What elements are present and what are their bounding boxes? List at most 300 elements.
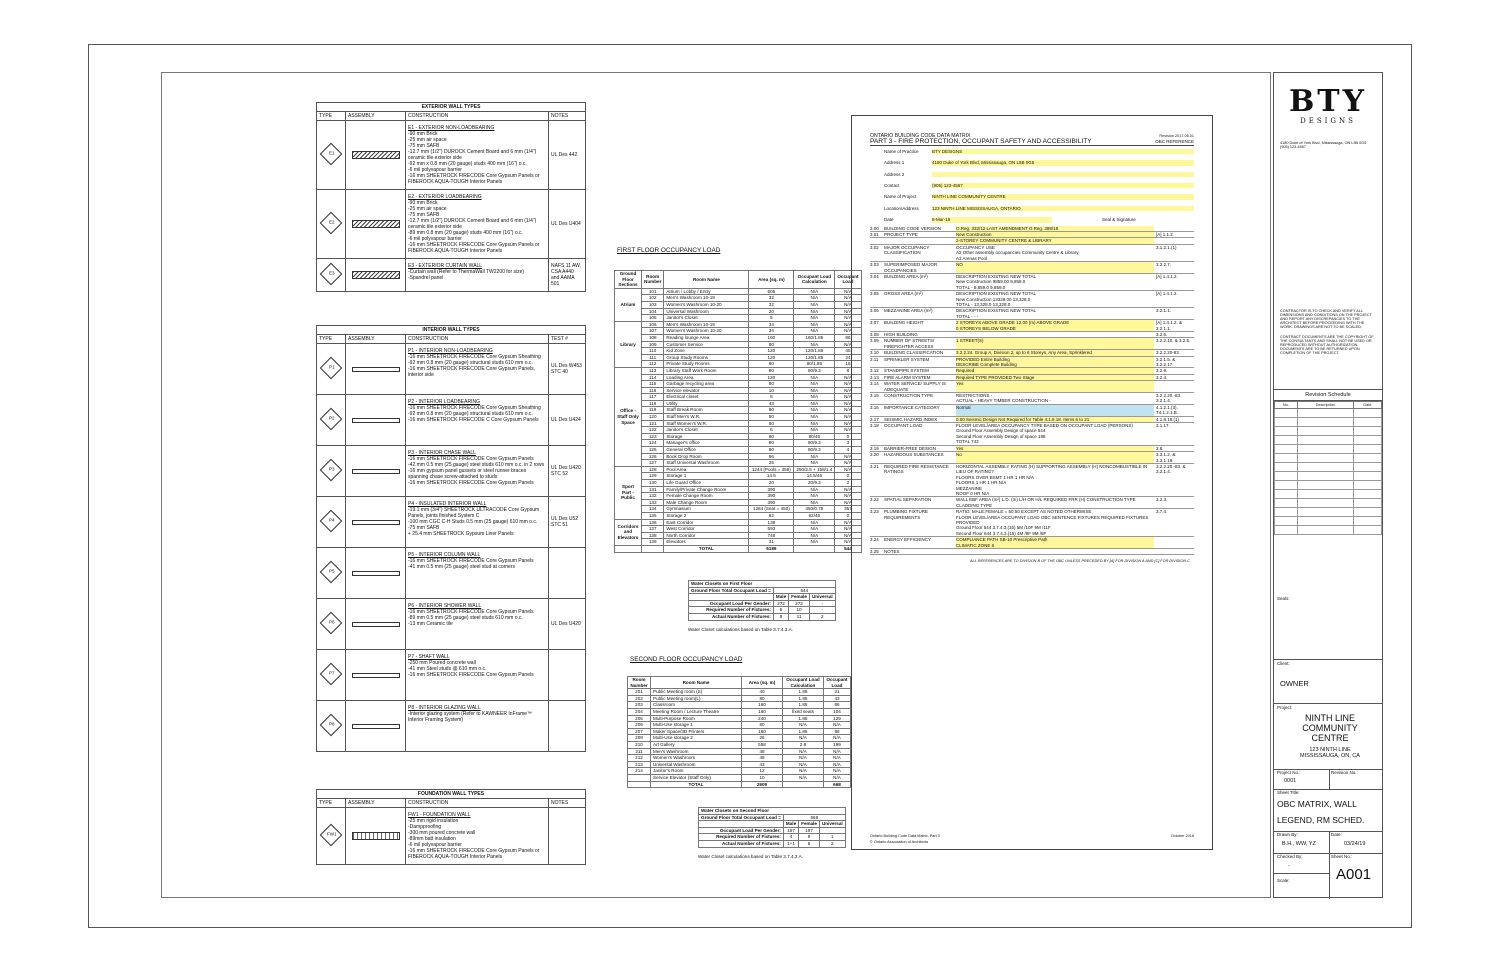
obc-row-value: PROVIDED Entire Building DESCRIBE Complete Building [956,357,1154,368]
wc-load: 668 [783,814,845,821]
room-cell: 0 [835,473,861,480]
room-cell: 106 [642,321,664,328]
room-cell: 80 [749,447,794,454]
room-cell: 202 [628,695,651,702]
room-cell: Atrium / Lobby / Entry [664,288,749,295]
sheet-no: A001 [1336,866,1372,883]
room-row [628,741,851,748]
obc-row-reference: 3.2.3. [1156,497,1168,503]
total-cell: 6189 [749,545,794,552]
obc-header-row [870,157,1194,168]
room-cell: N/A [835,460,861,467]
wc-value: 5 [773,607,788,614]
wc-load-label: Ground Floor Total Occupant Load = [689,587,774,594]
obc-row-number: 3.16 [870,404,879,410]
room-cell: N/A [794,315,835,322]
obc-rows [870,226,1194,556]
wc-col: Female [799,821,820,828]
room-cell: N/A [835,453,861,460]
obc-row-label: GROSS AREA (m²) [884,291,923,297]
room-cell: N/A [794,532,835,539]
room-cell: 1244 (Pools = 458) [749,466,794,473]
foundation-title: FOUNDATION WALL TYPES [317,790,586,799]
room-cell: N/A [794,400,835,407]
room-cell: 126 [642,453,664,460]
room-cell: 593 [749,526,794,533]
col-load: Occupant Load [824,677,851,689]
total-cell: 2909 [742,781,783,788]
room-cell: N/A [794,374,835,381]
wc-row-label: Actual Number of Fixtures: [699,840,784,847]
room-cell: 1.85 [783,689,824,696]
obc-row-value: DESCRIPTION EXISTING NEW TOTAL New Construction 9859.00 9,859.0 TOTAL - 9,859.0 9,859.0 [956,273,1037,290]
room-cell: 133 [642,499,664,506]
wc-value: 2 [809,613,835,620]
room-cell: Service elevator [664,387,749,394]
date-label: Date: [1331,832,1342,837]
wall-type-name: P2 - INTERIOR LOADBEARING [408,399,480,405]
obc-row [870,381,1194,393]
room-cell: N/A [835,400,861,407]
obc-row-label: HAZARDOUS SUBSTANCES [884,452,944,458]
obc-row-label: SEISMIC HAZARD INDEX [884,416,938,422]
revision-title: Revision Schedule [1274,389,1382,401]
obc-row [870,338,1194,350]
room-cell: N/A [835,519,861,526]
obc-seal-label: Seal & Signature [1102,217,1136,223]
room-row [615,506,862,513]
wall-type-description: -16 mm SHEETROCK FIRECODE Core Gypsum Sheathing -92 mm 0.8 mm (20 gauge) structural studs 610 mm o.c. -16 mm SHEETROCK FIRECODE C Core Gypsum Panels [408,405,541,423]
interior-wall-types [316,325,586,752]
room-cell: Men's Washroom 10-19 [664,295,749,302]
revision-row [1275,427,1382,436]
room-cell: N/A [794,321,835,328]
obc-title: ONTARIO BUILDING CODE DATA MATRIX [870,133,971,139]
room-cell: 103 [642,301,664,308]
obc-row-reference: [A] 1.4.1.2. & 3.2.1.1. [1156,320,1183,331]
revision-row [1275,490,1382,499]
checked-label: Checked By: [1277,854,1303,859]
obc-row-reference: 3.7.4. [1156,509,1168,515]
room-cell: N/A [783,761,824,768]
room-cell: 56 [749,453,794,460]
wc-value [819,827,845,834]
room-cell: N/A [835,493,861,500]
obc-header-row [870,146,1194,157]
obc-row-number: 3.03 [870,262,879,268]
obc-row-number: 3.02 [870,244,879,250]
room-cell: N/A [835,394,861,401]
wall-tag-icon [320,459,343,482]
header-notes: NOTES [549,799,586,808]
room-cell: 45 [835,348,861,355]
obc-row-label: BUILDING HEIGHT [884,320,924,326]
room-row [615,440,862,447]
wall-tag-icon [320,263,343,286]
room-cell: 134 [642,506,664,513]
obc-row-reference: [A] 1.4.1.2. [1156,273,1178,279]
wall-type-name: P4 - INSULATED INTERIOR WALL [408,501,487,507]
room-cell: 110 [642,348,664,355]
room-row [628,755,851,762]
obc-row-reference: 3.1.2.1.(1) [1156,244,1177,250]
room-cell: N/A [824,774,851,781]
wc-row [699,834,846,841]
room-cell: 12 [742,768,783,775]
wc-value: 272 [773,600,788,607]
room-row [628,748,851,755]
room-row [615,341,862,348]
room-cell: N/A [835,466,861,473]
room-cell: N/A [835,532,861,539]
room-cell: 115 [642,381,664,388]
client-label: Client: [1277,661,1290,666]
obc-header-row [870,214,1194,225]
room-cell: Art Gallery [651,741,742,748]
room-cell: N/A [794,341,835,348]
obc-row [870,320,1194,332]
wall-tag-label: P6 [328,619,335,625]
room-cell: Gymnasium [664,506,749,513]
wall-type-description: -16 mm SHEETROCK FIRECODE Core Gypsum Panels -89 mm 0.5 mm (25 gauge) steel studs 610 mm o.c. -13 mm Ceramic tile [408,609,534,627]
total-cell [794,545,835,552]
room-cell: 40 [742,689,783,696]
room-cell: Universal Washroom [664,308,749,315]
wall-type-row [317,599,586,650]
obc-row [870,405,1194,417]
room-cell: N/A [835,341,861,348]
room-cell: 210 [628,741,651,748]
obc-row-value: FLOOR LEVEL/AREA OCCUPANCY TYPE BASED ON OCCUPANT LOAD (PERSONS) Ground Floor Assembly Design of space 544 Second Floor Assembly Design of space 198 TOTAL 743 [956,423,1133,445]
room-cell: N/A [835,308,861,315]
wall-tag-label: P5 [328,568,335,574]
obc-row-reference: [A] 1.4.1.2. [1156,291,1178,297]
second-wc-note: Water Closet calculations based on Table 3.7.4.3.A. [698,853,803,859]
room-row [615,361,862,368]
obc-row-label: STANDPIPE SYSTEM [884,368,929,374]
obc-row [870,262,1194,274]
wc-title: Water Closets on Second Floor [699,808,846,815]
room-cell: 86 [835,334,861,341]
obc-row-value: New Construction [956,232,1154,237]
room-cell: N/A [824,722,851,729]
revision-schedule [1274,389,1382,535]
wc-value: 11 [789,613,810,620]
room-cell: N/A [794,499,835,506]
room-cell: 14.5 [749,473,794,480]
room-cell: 48 [742,755,783,762]
obc-row-reference: 3.1.17. [1156,423,1170,429]
room-row [615,367,862,374]
wall-type-row [317,446,586,497]
room-cell: West Corridor [664,526,749,533]
room-cell: N/A [794,460,835,467]
room-cell: 80/46 [794,433,835,440]
wall-section-icon [352,673,400,678]
room-cell: 136 [642,519,664,526]
wall-type-name: E1 - EXTERIOR NON-LOADBEARING [408,125,495,131]
room-cell: Classroom [651,702,742,709]
room-cell: Staff Women's W.R. [664,420,749,427]
room-cell: 131 [642,486,664,493]
room-row [628,689,851,696]
wall-type-row [317,808,586,865]
room-cell: 390 [749,499,794,506]
obc-row-number: 3.14 [870,381,879,387]
room-cell: N/A [794,328,835,335]
room-cell: 10 [742,774,783,781]
contractor-note: CONTRACTOR IS TO CHECK AND VERIFY ALL DIMENSIONS AND CONDITIONS ON THE PROJECT AND REPORT ANY DISCREPANCIES TO THE ARCHITECT BEFORE PROCEEDING WITH THE WORK. DRAWINGS ARE NOT TO BE SCALED. [1280,309,1372,329]
wc-row-label: Actual Number of Fixtures: [689,613,774,620]
obc-header-label: Name of Practice [884,148,919,154]
room-cell: 80 [749,407,794,414]
header-construction: CONSTRUCTION [406,112,549,121]
room-cell: 1.85 [783,702,824,709]
room-cell: 357 [835,506,861,513]
room-cell: 160 [742,702,783,709]
seals-label: Seals: [1277,596,1290,601]
obc-header-label: Address 2 [884,171,905,177]
obc-row-reference: 3.2.2.20.-83. 3.2.1.4. [1156,393,1182,404]
obc-row-value: 0.00 Seismic Design Not Required for Table 4.1.8.18. Items 6 to 21 [956,417,1154,422]
obc-row [870,497,1194,509]
room-cell: North Corridor [664,532,749,539]
wc-row [689,607,836,614]
obc-row [870,537,1194,549]
room-cell: 122 [642,427,664,434]
room-cell: Storage 1 [664,473,749,480]
room-cell: Garbage recycling area [664,381,749,388]
room-row [615,295,862,302]
obc-row-number: 3.01 [870,232,879,238]
project-address: 123 NINTH LINE MISSISSAUGA, ON, CA [1300,747,1360,759]
revision-row [1275,499,1382,508]
wall-type-description: -16 mm SHEETROCK FIRECODE Core Gypsum Panels -42 mm 0.5 mm (25 gauge) steel studs 610 mm o.c. in 2 rows -16 mm gypsum panel gussets or steel runner braces spanning chase screw-attached to studs -16 mm SHEETROCK FIRECODE Core Gypsum Panels [408,456,545,486]
wall-tag-label: P2 [328,415,335,421]
obc-revision: Revision 2017.06.01 [1159,134,1194,138]
obc-row-label: NUMBER OF STREETS/ FIREFIGHTER ACCESS [884,338,935,349]
room-cell: 120 [749,354,794,361]
room-cell: 80/1.85 [794,361,835,368]
obc-row-reference: 3.2.2.20.-83. & 3.2.1.4. [1156,463,1186,475]
room-cell: Storage 2 [664,512,749,519]
room-cell: Women's Washroom 10-20 [664,301,749,308]
wc-value: 4 [783,834,798,841]
room-cell: N/A [824,755,851,762]
obc-row-label: WATER SERVICE/ SUPPLY IS ADEQUATE [884,381,947,392]
obc-row-value: Required [956,368,1154,373]
wall-tag-label: P8 [328,721,335,727]
room-cell: Men's Washroom [651,748,742,755]
revision-col: Date [1353,402,1381,409]
obc-row-number: 3.08 [870,331,879,337]
room-cell: N/A [835,427,861,434]
total-cell: TOTAL [651,781,742,788]
wc-col: Universal [819,821,845,828]
room-cell: Manager's office [664,440,749,447]
room-cell: 20/9.3 [794,480,835,487]
obc-row-label: MEZZANINE AREA (m²) [884,308,933,314]
obc-row-value: 2-STOREY COMMUNITY CENTRE & LIBRARY [956,238,1154,243]
obc-row-reference: 3.2.2.10. & 3.2.5. [1156,338,1191,344]
room-cell: N/A [794,295,835,302]
room-cell: N/A [783,735,824,742]
wall-tag-icon [320,663,343,686]
room-cell: 128 [642,466,664,473]
room-cell: 0 [835,512,861,519]
revision-row [1275,517,1382,526]
room-cell: Utility [664,400,749,407]
first-floor-table-wrap [614,270,862,553]
room-cell: Meeting Room / Lecture Theatre [651,708,742,715]
wc-col: Universal [809,594,835,601]
wall-tag-icon [320,824,343,847]
room-cell: 203 [628,702,651,709]
obc-row-label: PROJECT TYPE [884,232,918,238]
room-cell: 101 [642,288,664,295]
room-cell: Private Study Rooms [664,361,749,368]
room-cell: 102 [642,295,664,302]
room-cell: 80/9.3 [794,440,835,447]
wall-section-icon [352,520,400,525]
room-cell: 24 [835,354,861,361]
obc-header-row [870,180,1194,191]
obc-row-number: 3.22 [870,497,879,503]
room-row [615,466,862,473]
room-row [628,708,851,715]
obc-header-label: Location/Address [884,205,919,211]
obc-row-reference [1154,381,1194,392]
col-room-number: Room Number [628,677,651,689]
room-cell: East Corridor [664,519,749,526]
wc-value: 197 [783,827,798,834]
section-label: Office - Staff Only Space [615,367,642,466]
wall-type-row [317,650,586,701]
logo [1274,84,1382,125]
room-row [615,414,862,421]
obc-row-number [870,238,884,243]
obc-row-number: 3.12 [870,368,879,374]
room-cell: 107 [642,328,664,335]
room-cell: N/A [794,407,835,414]
room-cell: Customer Service [664,341,749,348]
copyright-note: CONTRACT DOCUMENTS ARE THE COPYRIGHT OF THE CONSULTANTS AND SHALL NOT BE USED OR REPRODUCED WITHOUT AUTHORIZATION. DOCUMENTS ARE TO BE RETURNED UPON COMPLETION OF THE PROJECT. [1280,335,1374,355]
room-row [615,420,862,427]
wc-row-label: Occupant Load Per Gender: [699,827,784,834]
obc-row-value: HORIZONTAL ASSEMBLY RATING (H) SUPPORTING ASSEMBLY (H) NONCOMBUSTIBLE IN LIEU OF RATING? FLOORS OVER BSMT 1 HR 1 HR N/A FLOORS 1 HR 1 HR N/A MEZZANINE ROOF 0 HR N/A [956,463,1148,496]
room-cell: 80 [749,440,794,447]
wall-type-note: UL Des 442 [551,152,578,158]
obc-header-row [870,169,1194,180]
second-wc-wrap [698,807,846,859]
total-row [628,781,851,788]
first-wc-wrap [688,580,836,632]
header-assembly: ASSEMBLY [346,799,406,808]
room-cell: 119 [642,407,664,414]
room-row [615,486,862,493]
obc-row-number: 3.21 [870,463,879,469]
wall-type-description: -90 mm Brick -25 mm air space -75 mm SAFB -12.7 mm (1/2") DUROCK Cement Board and 6 mm (1/4") ceramic tile exterior side -92 mm x 0.8 mm (20 gauge) studs 400 mm (16") o.c. -6 mil polyvapour barrier -16 mm SHEETROCK FIRECODE Core Gypsum Panels or FIBEROCK AQUA-TOUGH Interior Panels [408,131,540,185]
obc-row-label: REQUIRED FIRE RESISTANCE RATINGS [884,463,949,475]
room-cell: 86 [824,728,851,735]
wc-row-label: Required Number of Fixtures: [699,834,784,841]
room-cell: 109 [642,341,664,348]
room-cell: Staff Universal Washroom [664,460,749,467]
room-cell: 120 [749,348,794,355]
obc-row [870,509,1194,537]
obc-row-reference [1154,238,1194,243]
room-cell: 120 [749,374,794,381]
obc-row-number: 3.09 [870,338,879,344]
wc-value: 1+1 [783,840,798,847]
room-cell: 86 [824,702,851,709]
room-cell: 62 [749,512,794,519]
wc-value: 9 [799,834,820,841]
room-cell: Public Meeting room (S) [651,689,742,696]
room-cell: 43 [749,400,794,407]
room-row [615,288,862,295]
col-area: Area (sq. m) [742,677,783,689]
sheet-no-label: Sheet No.: [1331,854,1353,859]
logo-sub: DESIGNS [1300,117,1356,125]
col-load-calc: Occupant Load Calculation [794,271,835,289]
room-cell: Women's Washroom 10-20 [664,328,749,335]
room-cell: 16 [835,361,861,368]
room-cell: N/A [824,735,851,742]
obc-row-value: COMPLIANCE PATH SB-10 Prescriptive Path CLIMATIC ZONE 6 [956,537,1154,548]
room-row [615,460,862,467]
obc-row [870,393,1194,405]
room-cell: 605 [749,288,794,295]
room-cell: Male Change Room [664,499,749,506]
obc-row-number: 3.13 [870,374,879,380]
room-cell: Kid Zone [664,348,749,355]
room-row [615,499,862,506]
room-cell: N/A [835,328,861,335]
room-cell: 20 [749,308,794,315]
wall-type-description: -Curtain wall (Refer to ThermaWall TW2200 for size) -Spandrel panel [408,269,525,281]
first-floor-title: FIRST FLOOR OCCUPANCY LOAD [617,247,721,254]
wc-value: 272 [789,600,810,607]
room-cell: 160 [742,708,783,715]
room-row [615,512,862,519]
room-cell: 1.85 [783,728,824,735]
revision-no-label: Revision No.: [1331,770,1358,775]
room-cell: 129 [824,715,851,722]
obc-header-label: Date [884,217,894,223]
room-cell: 120/1.85 [794,354,835,361]
room-cell: 1.85 [783,695,824,702]
room-cell: 104 [642,308,664,315]
obc-row-label [884,238,956,243]
wall-tag-label: P4 [328,517,335,523]
obc-header-label: Name of Project [884,194,917,200]
obc-row [870,423,1194,446]
obc-row-label: SPATIAL SEPARATION [884,497,932,503]
obc-row-reference: 3.2.2.20-83. [1156,350,1181,356]
room-row [615,394,862,401]
room-cell: 3 [835,440,861,447]
room-cell: 0 [835,433,861,440]
firm-address: 4180 Duke of York Blvd, Mississauga, ON L5B 0G5 (905) 123-4567 [1280,141,1367,149]
total-cell: 668 [824,781,851,788]
room-cell: 50 [749,414,794,421]
room-row [615,407,862,414]
room-cell: N/A [835,526,861,533]
obc-row [870,464,1194,497]
obc-subtitle: PART 3 - FIRE PROTECTION, OCCUPANT SAFETY AND ACCESSIBILITY [870,138,1092,146]
obc-row-number: 3.25 [870,549,879,554]
